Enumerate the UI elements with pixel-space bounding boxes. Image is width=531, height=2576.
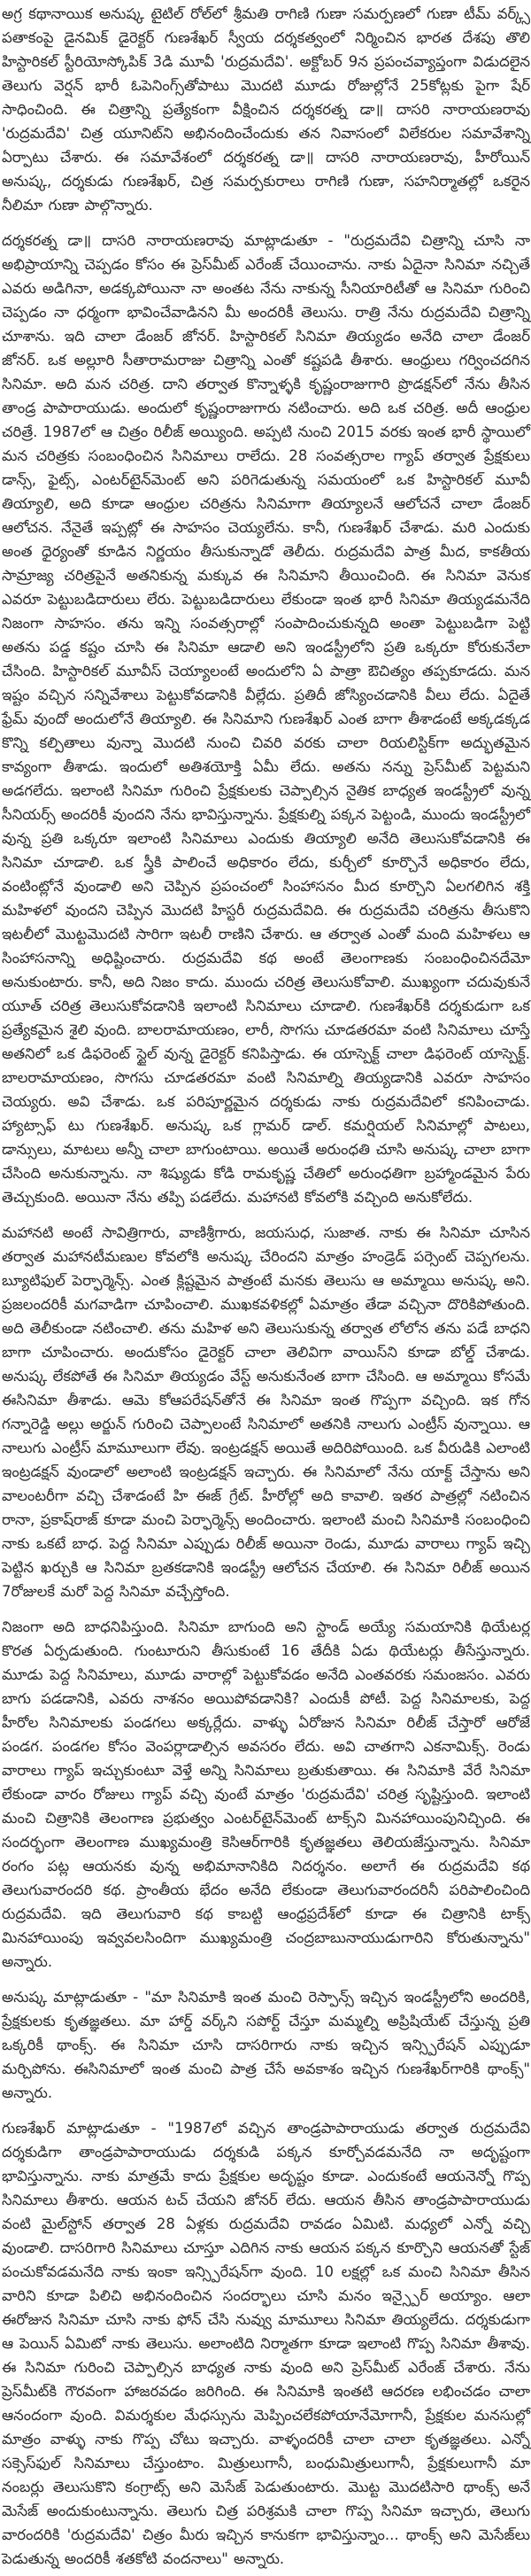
- dasari-speech-paragraph-3: నిజంగా అది బాధనిపిస్తుంది. సినిమా బాగుంది అని స్టాండ్ అయ్యే సమయానికి థియేటర్ల కొరత ఏర్పడుతుంది. గుంటూరుని తీసుకుంటే 16 తేదీకి ఏడు థియేటర్లు తీసేస్తున్నారు. మూడు పెద్ద సినిమాలు, మూడు వారాల్లో పెట్టుకోవడం అనేది ఎంతవరకు సమంజసం. ఎవరు బాగు పడడానికి, ఎవరు నాశనం అయిపోవడానికి? ఎందుకీ పోటీ. పెద్ద సినిమాలకు, పెద్ద హీరోల సినిమాలకు పండగలు అక్కర్లేదు. వాళ్ళు ఏరోజున సినిమా రిలీజ్ చేస్తారో ఆరోజే పండగ. పండగల కోసం వెంపర్లాడాల్సిన అవసరం లేదు. అవి చాతగాని ఎకనామిక్స్. రెండు వారాలు గ్యాప్ ఇచ్చుకుంటూ వెళ్తే అన్ని సినిమాలు బ్రతుకుతాయి. ఈ సినిమాకి వేరే సినిమా లేకుండా వారం రోజులు గ్యాప్ వచ్చి వుంటే మాత్రం 'రుద్రమదేవి' చరిత్ర సృష్టిస్తుంది. ఇలాంటి మంచి చిత్రానికి తెలంగాణ ప్రభుత్వం ఎంటర్‌టైన్‌మెంట్ టాక్స్‌ని మినహాయింపునిచ్చింది. ఈ సందర్భంగా తెలంగాణ ముఖ్యమంత్రి కెసిఆర్‌గారికి కృతజ్ఞతలు తెలియజేస్తున్నాను. సినిమా రంగం పట్ల ఆయనకు వున్న అభిమానానికిది నిదర్శనం. అలాగే ఈ రుద్రమదేవి కథ తెలుగువారందరి కథ. ప్రాంతీయ భేదం అనేది లేకుండా తెలుగువారందరినీ పరిపాలించింది రుద్రమదేవి. ఇది తెలుగువారి కథ కాబట్టి ఆంధ్రప్రదేశ్‌లో కూడా ఈ చిత్రానికి టాక్స్ మినహాయింపు ఇవ్వవలసిందిగా ముఖ్యమంత్రి చంద్రబాబునాయుడుగారిని కోరుతున్నాను" అన్నారు.: [2, 1618, 530, 1970]
- anushka-speech-paragraph: అనుష్క మాట్లాడుతూ - "మా సినిమాకి ఇంత మంచి రెస్పాన్స్ ఇచ్చిన ఇండస్ట్రీలోని అందరికి, ప్రేక్షకులకు కృతజ్ఞతలు. మా హార్డ్ వర్క్‌ని సపోర్ట్ చేస్తూ మమ్మల్ని అప్రిషియేట్ చేస్తున్న ప్రతి ఒక్కరికీ థాంక్స్. ఈ సినిమా చూసి దాసరిగారు నాకు ఇచ్చిన ఇన్స్పిరేషన్ ఎప్పుడూ మర్చిపోను. ఈసినిమాలో ఇంత మంచి పాత్ర చేసే అవకాశం ఇచ్చిన గుణశేఖర్‌గారికి థాంక్స్" అన్నారు.: [2, 1989, 530, 2101]
- intro-paragraph: అగ్ర కథానాయిక అనుష్క టైటిల్ రోల్‌లో శ్రీమతి రాగిణి గుణా సమర్పణలో గుణా టీమ్ వర్క్స్ పతాకంపై డైనమిక్ డైరెక్టర్ గుణశేఖర్ స్వీయ దర్శకత్వంలో నిర్మించిన భారత దేశపు తొలి హిస్టారికల్ స్టీరియోస్కోపిక్ 3డి మూవీ 'రుద్రమదేవి'. అక్టోబర్ 9న ప్రపంచవ్యాప్తంగా విడుదలైన తెలుగు వెర్షన్ భారీ ఓపెనింగ్స్‌తోపాటు మొదటి మూడు రోజుల్లోనే 25కోట్లకు పైగా షేర్ సాధించింది. ఈ చిత్రాన్ని ప్రత్యేకంగా వీక్షించిన దర్శకరత్న డా॥ దాసరి నారాయణరావు 'రుద్రమదేవి' చిత్ర యూనిట్‌ని అభినందించేందుకు తన నివాసంలో విలేకరుల సమావేశాన్ని ఏర్పాటు చేశారు. ఈ సమావేశంలో దర్శకరత్న డా॥ దాసరి నారాయణరావు, హీరోయిన్ అనుష్క, దర్శకుడు గుణశేఖర్, చిత్ర సమర్పకురాలు రాగిణి గుణా, సహనిర్మాతల్లో ఒకరైన నీలిమా గుణా పాల్గొన్నారు.: [2, 5, 530, 213]
- dasari-speech-paragraph-1: దర్శకరత్న డా॥ దాసరి నారాయణరావు మాట్లాడుతూ - "రుద్రమదేవి చిత్రాన్ని చూసి నా అభిప్రాయాన్ని చెప్పడం కోసం ఈ ప్రెస్‌మీట్ ఎరేంజ్ చేయించాను. నాకు ఏదైనా సినిమా నచ్చితే ఎవరు అడిగినా, అడక్కపోయినా నా అంతట నేను నాకున్న సీనియారిటీతో ఆ సినిమా గురించి చెప్పడం నా ధర్మంగా భావించేవాడినని మీ అందరికీ తెలుసు. రాత్రి నేను రుద్రమదేవి చిత్రాన్ని చూశాను. ఇది చాలా డేంజర్ జోనర్. హిస్టారికల్ సినిమా తియ్యడం అనేది చాలా డేంజర్ జోనర్. ఒక అల్లూరి సీతారామరాజు చిత్రాన్ని ఎంతో కష్టపడి తీశారు. ఆంధ్రులు గర్వించదగిన సినిమా. అది మన చరిత్ర. దాని తర్వాత కొన్నాళ్ళకి కృష్ణంరాజుగారి ప్రొడక్షన్‌లో నేను తీసిన తాండ్ర పాపారాయుడు. అందులో కృష్ణంరాజుగారు నటించారు. అది ఒక చరిత్ర. అదీ ఆంధ్రుల చరిత్రే. 1987లో ఆ చిత్రం రిలీజ్ అయ్యింది. అప్పటి నుంచి 2015 వరకు ఇంత భారీ స్థాయిలో మన చరిత్రకు సంబంధించిన సినిమాలు రాలేదు. 28 సంవత్సరాల గ్యాప్ తర్వాత ప్రేక్షకులు డాన్స్, ఫైట్స్, ఎంటర్‌టైన్‌మెంట్ అని పరిగెడుతున్న సమయంలో ఒక హిస్టారికల్ మూవీ తియ్యాలి, అది కూడా ఆంధ్రుల చరిత్రను సినిమాగా తియ్యాలనే ఆలోచనే చాలా డేంజర్ ఆలోచన. నేనైతే ఇప్పట్లో ఈ సాహసం చెయ్యలేను. కానీ, గుణశేఖర్ చేశాడు. మరి ఎందుకు అంత ధైర్యంతో కూడిన నిర్ణయం తీసుకున్నాడో తెలీదు. రుద్రమదేవి పాత్ర మీద, కాకతీయ సామ్రాజ్య చరిత్రపైనే అతనికున్న మక్కువ ఈ సినిమాని తీయించింది. ఈ సినిమా వెనుక ఎవరూ పెట్టుబడిదారులు లేరు. పెట్టుబడిదారులు లేకుండా ఇంత భారీ సినిమా తియ్యడమనేది నిజంగా సాహసం. తను ఇన్ని సంవత్సరాల్లో సంపాదించుకున్నది అంతా పెట్టుబడిగా పెట్టి అతను పడ్డ కష్టం చూసి ఈ సినిమా ఆడాలి అని ఇండస్ట్రీలోని ప్రతి ఒక్కరూ కోరుకునేలా చేసింది. హిస్టారికల్ మూవీస్ చెయ్యాలంటే అందులోని ఏ పాత్రా ఔచిత్యం తప్పకూడదు. మన ఇష్టం వచ్చిన సన్నివేశాలు పెట్టుకోవడానికి వీల్లేదు. ప్రతిదీ జోస్యించడానికి వీలు లేదు. ఏదైతే ఫ్రేమ్ వుందో అందులోనే తియ్యాలి. ఈ సినిమాని గుణశేఖర్ ఎంత బాగా తీశాడంటే అక్కడక్కడ కొన్ని కల్పితాలు వున్నా మొదటి నుంచి చివరి వరకు చాలా రియలిస్టిక్‌గా అద్భుతమైన కావ్యంగా తీశాడు. ఇందులో అతిశయోక్తి ఏమీ లేదు. అతను నన్ను ప్రెస్‌మీట్ పెట్టమని అడగలేదు. ఇలాంటి సినిమా గురించి ప్రేక్షకులకు చెప్పాల్సిన నైతిక బాధ్యత ఇండస్ట్రీలో వున్న సీనియర్స్ అందరికీ వుందని నేను భావిస్తున్నాను. ప్రేక్షకుల్ని పక్కన పెట్టండి, ముందు ఇండస్ట్రీలో వున్న ప్రతి ఒక్కరూ ఇలాంటి సినిమాలు ఎందుకు తియ్యాలి అనేది తెలుసుకోవడానికి ఈ సినిమా చూడాలి. ఒక స్త్రీకి పాలించే అధికారం లేదు, కుర్చీలో కూర్చొనే అధికారం లేదు, వంటింట్లోనే వుండాలి అని చెప్పిన ప్రపంచంలో సింహాసనం మీద కూర్చొని ఏలగలిగిన శక్తి మహిళలో వుందని చెప్పిన మొదటి హిస్టరీ రుద్రమదేవిది. ఈ రుద్రమదేవి చరిత్రను తీసుకొని ఇటలీలో మొట్టమొదటి సారిగా ఇటలీ రాణిని చేశారు. ఆ తర్వాత ఎంతో మంది మహిళలు ఆ సింహాసనాన్ని అధిష్టించారు. రుద్రమదేవి కథ అంటే తెలంగాణకు సంబంధించినదేమో అనుకుంటారు. కానీ, అది నిజం కాదు. ముందు చరిత్ర తెలుసుకోవాలి. ముఖ్యంగా చదువుకునే యూత్ చరిత్ర తెలుసుకోవడానికి ఇలాంటి సినిమాలు చూడాలి. గుణశేఖర్‌కి దర్శకుడుగా ఒక ప్రత్యేకమైన శైలి వుంది. బాలరామాయణం, లారీ, సొగసు చూడతరమా వంటి సినిమాలు చూస్తే అతనిలో ఒక డిఫరెంట్ స్టైల్ వున్న డైరెక్టర్ కనిపిస్తాడు. ఈ యాస్పెక్ట్ చాలా డిఫరెంట్ యాస్పెక్ట్. బాలరామాయణం, సొగసు చూడతరమా వంటి సినిమాల్ని తియ్యడానికి ఎవరూ సాహసం చెయ్యరు. అవి చేశాడు. ఒక పరిపూర్ణమైన దర్శకుడు నాకు రుద్రమదేవిలో కనిపించాడు. హ్యాట్సాఫ్ టు గుణశేఖర్. అనుష్క ఒక గ్లామర్ డాల్. కమర్షియల్ సినిమాల్లో పాటలు, డాన్సులు, మాటలు అన్నీ చాలా బాగుంటాయి. అయితే అరుంధతి చూసి అనుష్క చాలా బాగా చేసింది అనుకున్నాను. నా శిష్యుడు కోడి రామకృష్ణ చేతిలో అరుంధతిగా బ్రహ్మాండమైన పేరు తెచ్చుకుంది. అయినా నేను తప్పి పడలేదు. మహానటి కోవలోకి వచ్చింది అనుకోలేదు.: [2, 232, 530, 1206]
- gunasekhar-speech-paragraph: గుణశేఖర్ మాట్లాడుతూ - "1987లో వచ్చిన తాండ్రపాపారాయుడు తర్వాత రుద్రమదేవి దర్శకుడిగా తాండ్రపాపారాయుడు దర్శకుడి పక్కన కూర్చోవడమనేది నా అదృష్టంగా భావిస్తున్నాను. నాకు మాత్రమే కాదు ప్రేక్షకుల అదృష్టం కూడా. ఎందుకంటే ఆయనెన్నో గొప్ప సినిమాలు తీశారు. ఆయన టచ్ చేయని జోనర్ లేదు. ఆయన తీసిన తాండ్రపాపారాయుడు వంటి మైల్‌స్టోన్ తర్వాత 28 ఏళ్లకు రుద్రమదేవి రావడం ఏమిటి. మధ్యలో ఎన్నో వచ్చి వుండాలి. దాసరిగారి సినిమాలు చూస్తూ ఎదిగిన నాకు ఆయన పక్కన కూర్చొని ఆయనతో స్టేజ్ పంచుకోవడమనేది నాకు ఇంకా ఇన్స్పిరేషన్‌గా వుంది. 10 లక్షల్లో ఒక మంచి సినిమా తీసిన వారిని కూడా పిలిచి అభినందించిన సందర్భాలు చూసి మనం ఇన్స్పైర్ అయ్యాం. ఆలా ఈరోజున సినిమా చూసి నాకు ఫోన్ చేసి నువ్వు మామూలు సినిమా తియ్యలేదు. దర్శకుడుగా ఆ పెయిన్ ఏమిటో నాకు తెలుసు. అలాంటిది నిర్మాతగా కూడా ఇలాంటి గొప్ప సినిమా తీశావు. ఈ సినిమా గురించి చెప్పాల్సిన బాధ్యత నాకు వుంది అని ప్రెస్‌మీట్ ఎరేంజ్ చేశారు. నేను ప్రెస్‌మీట్‌కి గౌరవంగా హాజరవడం జరిగింది. ఈ సినిమాకి ఇంతటి ఆదరణ లభించడం చాలా ఆనందంగా వుంది. విమర్శకుల మేధస్సును మెప్పించలేకపోయానేమోగానీ, ప్రేక్షకుల మనసుల్లో మాత్రం వాళ్ళు నాకు గొప్ప చోటు ఇచ్చారు. వాళ్ళందరికీ చాలా చాలా కృతజ్ఞతలు. ఎన్నో సక్సెస్‌ఫుల్ సినిమాలు చేస్తుంటాం. మిత్రులుగానీ, బంధుమిత్రులుగానీ, ప్రేక్షకులుగానీ మా నంబర్లు తెలుసుకొని కంగ్రాట్స్ అని మెసేజ్ పెడుతుంటారు. మొట్ట మొదటిసారి థాంక్స్ అనే మెసేజ్ అందుకుంటున్నాను. తెలుగు చిత్ర పరిశ్రమకి చాలా గొప్ప సినిమా ఇచ్చారు, తెలుగు వారందరికి 'రుద్రమదేవి' చిత్రం మీరు ఇచ్చిన కానుకగా భావిస్తున్నాం... థాంక్స్ అని మెసేజ్‌లు పెడుతున్న అందరికీ శతకోటి వందనాలు" అన్నారు.: [2, 2120, 530, 2567]
- dasari-speech-paragraph-2: మహానటి అంటే సావిత్రిగారు, వాణిశ్రీగారు, జయసుధ, సుజాత. నాకు ఈ సినిమా చూసిన తర్వాత మహానటీమణుల కోవలోకి అనుష్క చేరిందని మాత్రం హండ్రెడ్ పర్సెంట్ చెప్పగలను. బ్యూటిఫుల్ పెర్ఫార్మెన్స్. ఎంత క్లిష్టమైన పాత్రంటే మనకు తెలుసు ఆ అమ్మాయి అనుష్క అని. ప్రజలందరికీ మగవాడిగా చూపించాలి. ముఖకవళికల్లో ఏమాత్రం తేడా వచ్చినా దొరికిపోతుంది. అది తెలీకుండా నటించాలి. తను మహిళ అని తెలుసుకున్న తర్వాత లోలోన తను పడే బాధని బాగా చూపించారు. అందుకోసం డైరెక్టర్ చాలా తెలివిగా వాయిస్‌ని కూడా బోల్డ్ చేశాడు. అనుష్క లేకపోతే ఈ సినిమా తియ్యడం వేస్ట్ అనుకునేంత బాగా చేసింది. ఆ అమ్మాయి కోసమే ఈసినిమా తీశాడు. ఆమె కోఆపరేషన్‌తోనే ఈ సినిమా ఇంత గొప్పగా వచ్చింది. ఇక గోన గన్నారెడ్డి అల్లు అర్జున్ గురించి చెప్పాలంటే సినిమాలో అతనికి నాలుగు ఎంట్రీస్ వున్నాయి. ఆ నాలుగు ఎంట్రీస్ మామూలుగా లేవు. ఇంట్రడక్షన్ అయితే అదిరిపోయింది. ఒక వీరుడికి ఎలాంటి ఇంట్రడక్షన్ వుండాలో అలాంటి ఇంట్రడక్షన్ ఇచ్చారు. ఈ సినిమాలో నేను యాక్ట్ చేస్తాను అని వాలంటరీగా వచ్చి చేశాడంటే హి ఈజ్ గ్రేట్. హీరోల్లో అది కావాలి. ఇతర పాత్రల్లో నటించిన రానా, ప్రకాష్‌రాజ్ కూడా మంచి పెర్ఫార్మెన్స్ అందించారు. ఇలాంటి మంచి సినిమాకి సంబంధించి నాకు ఒకటే బాధ. పెద్ద సినిమా ఎప్పుడు రిలీజ్ అయినా రెండు, మూడు వారాలు గ్యాప్ ఇచ్చి పెట్టిన ఖర్చుకి ఆ సినిమా బ్రతకడానికి ఇండస్ట్రీ ఆలోచన చేయాలి. ఈ సినిమా రిలీజ్ అయిన 7రోజులకే మరో పెద్ద సినిమా వచ్చేస్తోంది.: [2, 1224, 530, 1600]
